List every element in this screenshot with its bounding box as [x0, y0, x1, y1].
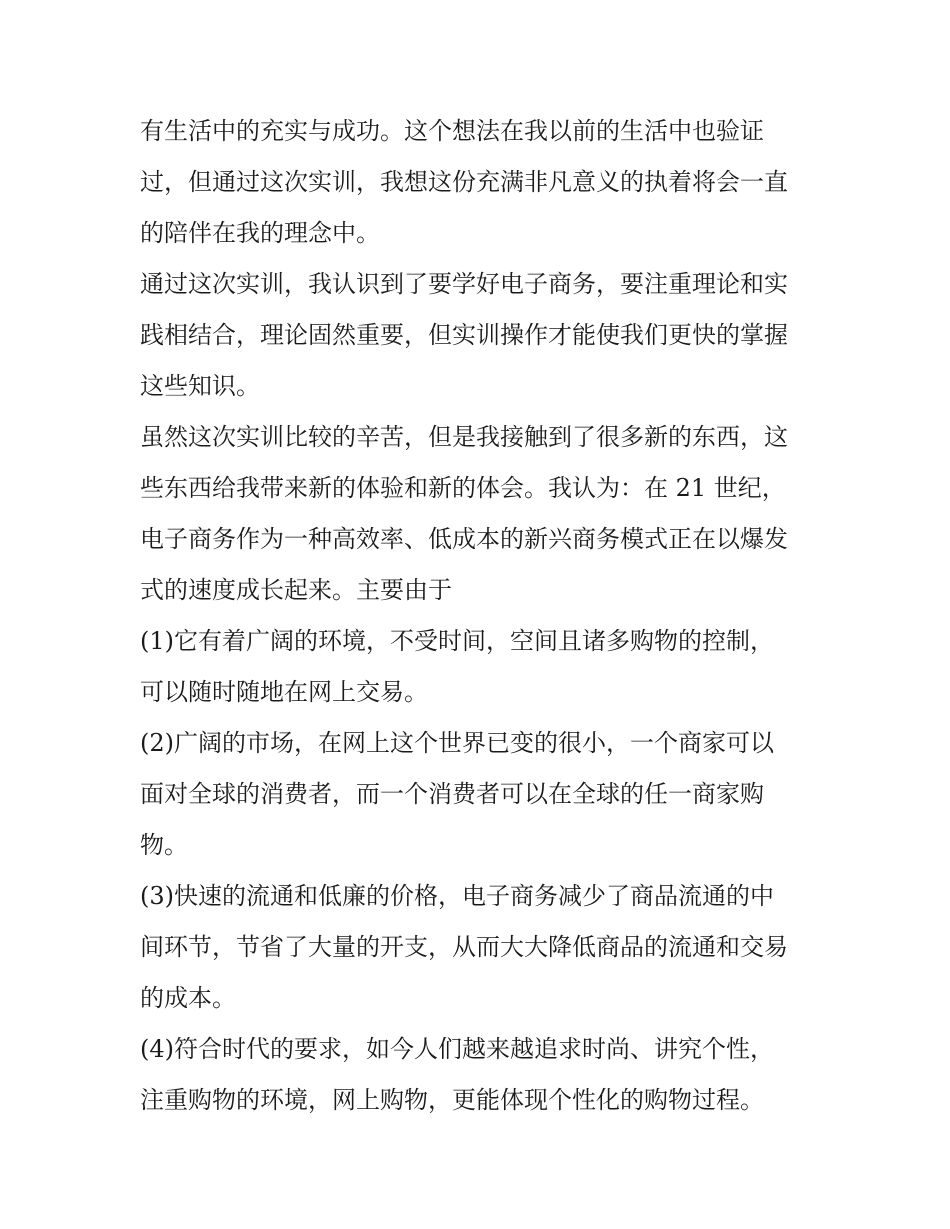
- text-line: 虽然这次实训比较的辛苦，但是我接触到了很多新的东西，这: [140, 423, 788, 451]
- text-line: 这些知识。: [140, 372, 260, 400]
- text-line: 面对全球的消费者，而一个消费者可以在全球的任一商家购: [140, 780, 764, 808]
- text-line: 些东西给我带来新的体验和新的体会。我认为：在 21 世纪，: [140, 474, 786, 502]
- text-line: (3)快速的流通和低廉的价格，电子商务减少了商品流通的中: [140, 882, 774, 910]
- text-line: 有生活中的充实与成功。这个想法在我以前的生活中也验证: [140, 117, 764, 145]
- text-line: 间环节，节省了大量的开支，从而大大降低商品的流通和交易: [140, 933, 788, 961]
- text-line: 注重购物的环境，网上购物，更能体现个性化的购物过程。: [140, 1086, 764, 1114]
- text-line: 的成本。: [140, 984, 236, 1012]
- text-line: (4)符合时代的要求，如今人们越来越追求时尚、讲究个性，: [140, 1035, 774, 1063]
- text-line: 践相结合，理论固然重要，但实训操作才能使我们更快的掌握: [140, 321, 788, 349]
- text-line: (1)它有着广阔的环境，不受时间，空间且诸多购物的控制，: [140, 627, 774, 655]
- text-line: 的陪伴在我的理念中。: [140, 219, 380, 247]
- text-line: 物。: [140, 831, 188, 859]
- text-line: 式的速度成长起来。主要由于: [140, 576, 452, 604]
- text-line: 可以随时随地在网上交易。: [140, 678, 428, 706]
- text-line: 通过这次实训，我认识到了要学好电子商务，要注重理论和实: [140, 270, 788, 298]
- document-body: [140, 106, 820, 1126]
- text-line: 电子商务作为一种高效率、低成本的新兴商务模式正在以爆发: [140, 525, 788, 553]
- text-line: 过，但通过这次实训，我想这份充满非凡意义的执着将会一直: [140, 168, 788, 196]
- text-line: (2)广阔的市场，在网上这个世界已变的很小，一个商家可以: [140, 729, 774, 757]
